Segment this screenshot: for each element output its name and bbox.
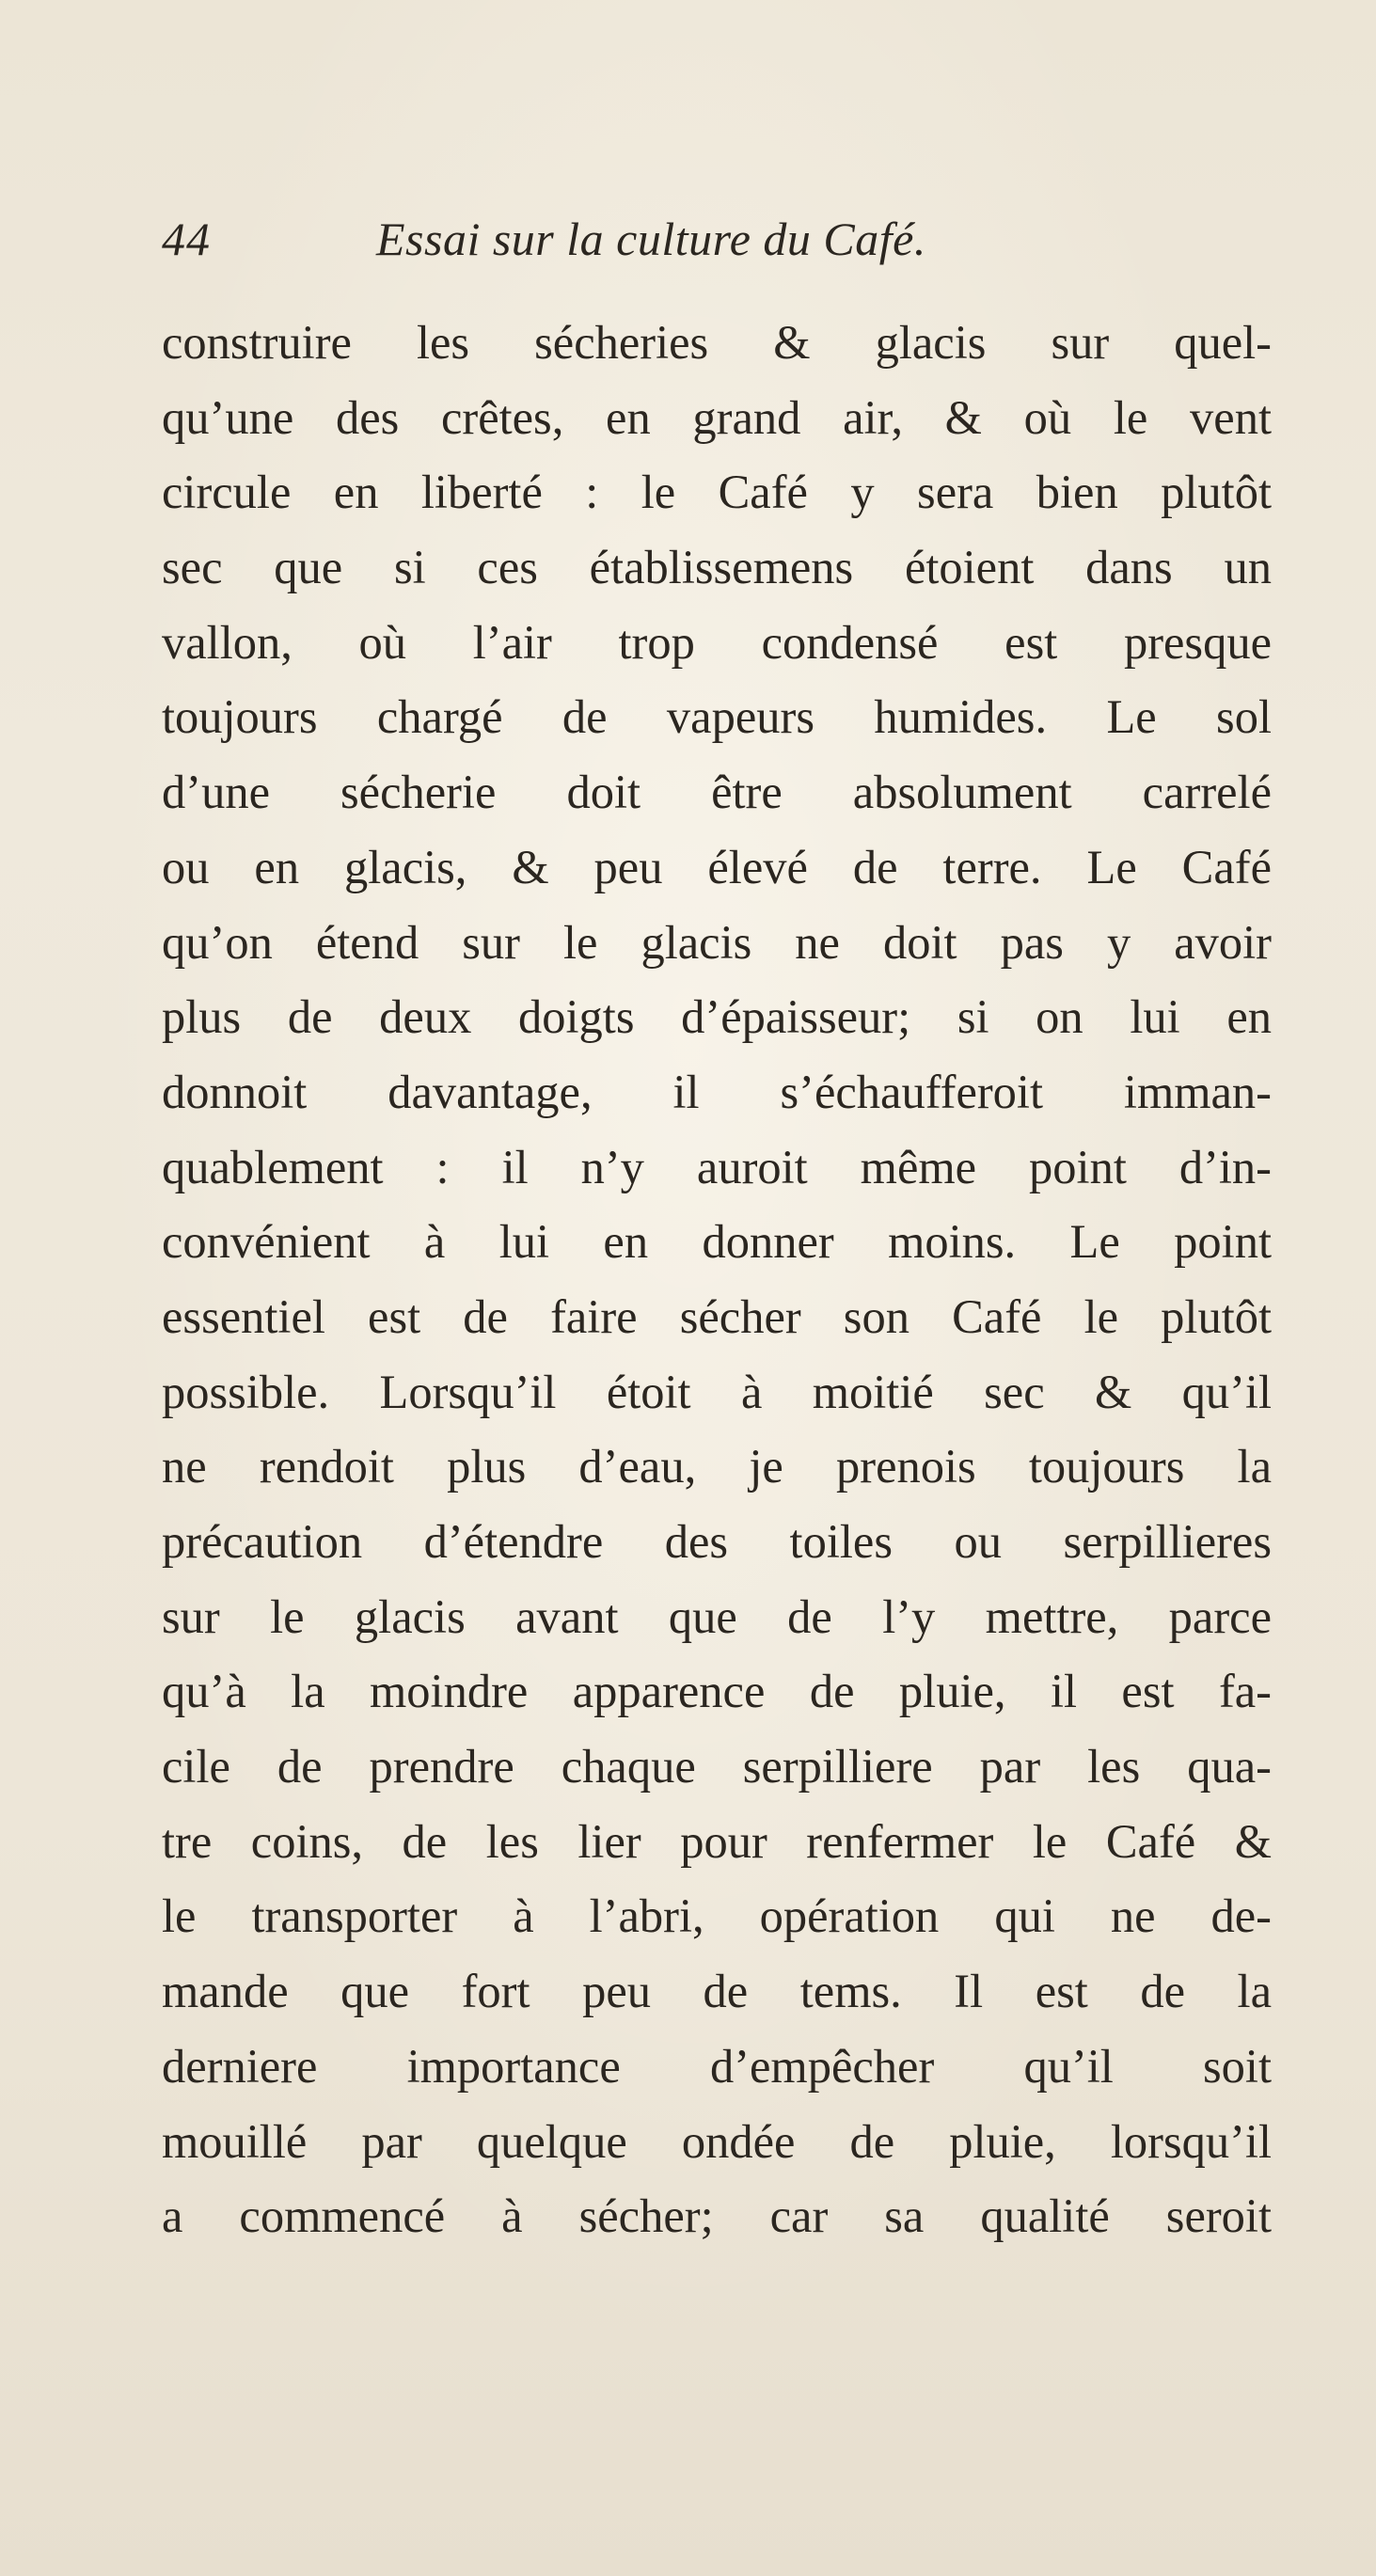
text-line: convénient à lui en donner moins. Le point <box>162 1215 1272 1269</box>
text-line: quablement : il n’y auroit même point d’in- <box>162 1140 1272 1193</box>
text-line: mande que fort peu de tems. Il est de la <box>162 1965 1272 2018</box>
text-line: sec que si ces établissemens étoient dans un <box>162 541 1272 594</box>
text-line: d’une sécherie doit être absolument carrelé <box>162 766 1272 819</box>
text-line: essentiel est de faire sécher son Café le plutôt <box>162 1289 1272 1343</box>
text-line: cile de prendre chaque serpilliere par les qua- <box>162 1740 1272 1794</box>
text-line: toujours chargé de vapeurs humides. Le sol <box>162 690 1272 744</box>
text-line: mouillé par quelque ondée de pluie, lorsqu’il <box>162 2114 1272 2168</box>
text-line: tre coins, de les lier pour renfermer le Café & <box>162 1814 1272 1868</box>
running-title: Essai sur la culture du Café. <box>376 213 926 265</box>
text-line: construire les sécheries & glacis sur quel- <box>162 316 1272 369</box>
text-line: qu’on étend sur le glacis ne doit pas y avoir <box>162 915 1272 969</box>
text-line: qu’à la moindre apparence de pluie, il est fa- <box>162 1665 1272 1718</box>
text-line: donnoit davantage, il s’échaufferoit imman- <box>162 1065 1272 1118</box>
text-line: qu’une des crêtes, en grand air, & où le vent <box>162 390 1272 444</box>
text-line: derniere importance d’empêcher qu’il soit <box>162 2039 1272 2093</box>
page-header <box>162 212 1272 277</box>
text-line: vallon, où l’air trop condensé est presque <box>162 615 1272 669</box>
text-line: possible. Lorsqu’il étoit à moitié sec & qu’il <box>162 1365 1272 1418</box>
text-line: circule en liberté : le Café y sera bien plutôt <box>162 466 1272 519</box>
body-text <box>162 306 1272 2254</box>
text-line: sur le glacis avant que de l’y mettre, parce <box>162 1589 1272 1643</box>
text-line: ou en glacis, & peu élevé de terre. Le Café <box>162 840 1272 893</box>
text-line: ne rendoit plus d’eau, je prenois toujours la <box>162 1440 1272 1493</box>
text-line: précaution d’étendre des toiles ou serpillieres <box>162 1515 1272 1568</box>
text-line: plus de deux doigts d’épaisseur; si on lui en <box>162 990 1272 1044</box>
text-line: a commencé à sécher; car sa qualité seroit <box>162 2189 1272 2243</box>
page-number: 44 <box>162 213 211 265</box>
text-line: le transporter à l’abri, opération qui ne de- <box>162 1889 1272 1943</box>
